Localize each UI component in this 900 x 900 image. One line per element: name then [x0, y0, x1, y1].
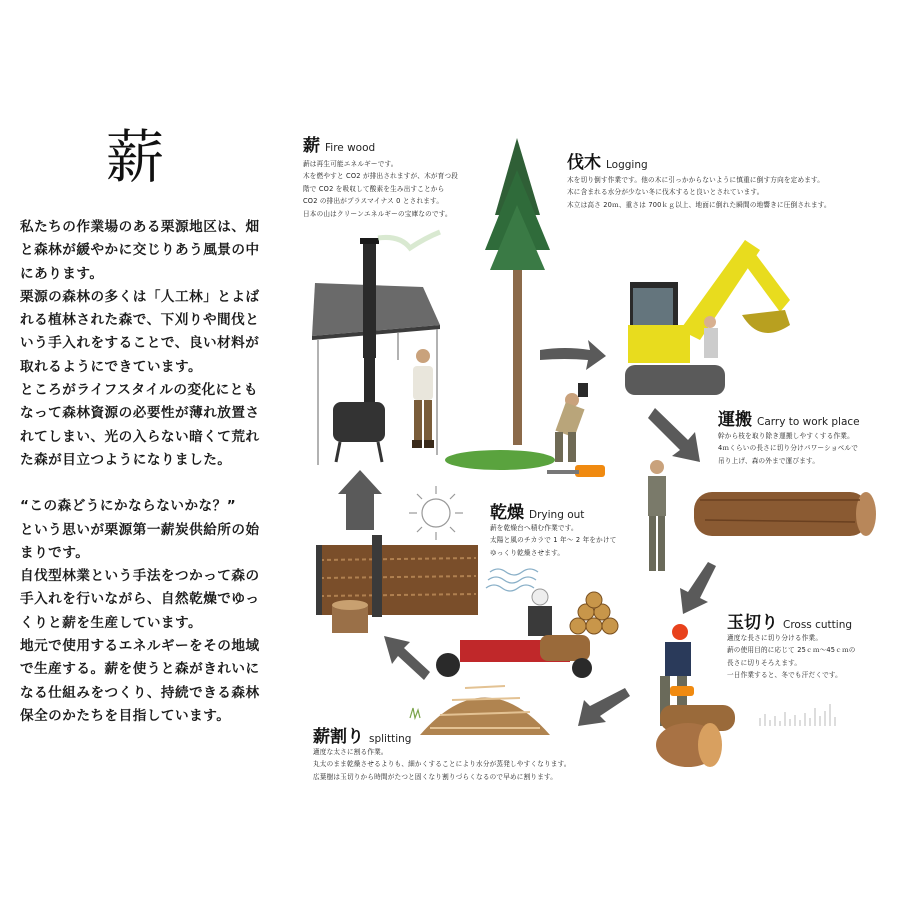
section-body-splitting — [313, 746, 571, 783]
section-line: CO2 の排出がプラスマイナス 0 とされます。 — [303, 197, 444, 206]
intro-line: にあります。 — [20, 265, 104, 282]
intro-line: 私たちの作業場のある栗源地区は、畑 — [20, 219, 260, 235]
section-line: 木立は高さ 20ｍ、重さは 700ｋｇ以上、地面に倒れた瞬間の地響きに圧倒されます。 — [567, 200, 831, 209]
sound-wave-decoration — [760, 704, 835, 726]
section-en-title: Cross cutting — [783, 619, 853, 631]
section-body-logging — [567, 174, 831, 211]
page-title: 薪 — [106, 123, 165, 191]
section-line: 一日作業すると、冬でも汗だくです。 — [727, 671, 842, 680]
section-line: 広葉樹は玉切りから時間がたつと固くなり割りづらくなるので早めに割ります。 — [313, 772, 558, 781]
section-jp-title: 乾燥 — [490, 503, 524, 523]
intro-line: 地元で使用するエネルギーをその地域 — [20, 638, 260, 655]
intro-line: 栗源の森林の多くは「人工林」とよば — [20, 288, 260, 305]
intro-line: なる仕組みをつくり、持続できる森林 — [20, 684, 260, 701]
intro-line: た森が目立つようになりました。 — [20, 451, 232, 468]
section-line: 適度な太さに割る作業。 — [313, 748, 388, 756]
section-line: 木を切り倒す作業です。他の木に引っかからないように慎重に倒す方向を定めます。 — [567, 176, 825, 184]
tall-tree-illustration — [445, 138, 555, 470]
cross-cutting-illustration — [656, 624, 735, 767]
section-line: ゆっくり乾燥させます。 — [490, 548, 565, 557]
excavator-illustration — [625, 240, 790, 395]
section-line: 木を燃やすと CO2 が排出されますが、木が育つ段 — [303, 172, 459, 181]
section-en-title: Carry to work place — [757, 416, 860, 428]
section-title-drying — [490, 498, 584, 523]
section-body-firewood — [303, 158, 458, 220]
intro-line: なって森林資源の必要性が薄れ放置さ — [20, 405, 260, 422]
arrow-firewood-to-logging — [540, 340, 606, 370]
section-jp-title: 薪割り — [313, 727, 364, 747]
section-line: 薪の使用目的に応じて 25ｃｍ〜45ｃｍの — [727, 646, 856, 655]
intro-line: “この森どうにかならないかな？” — [20, 498, 237, 515]
section-title-cross-cutting — [727, 608, 852, 633]
section-jp-title: 伐木 — [567, 153, 601, 173]
section-body-carry — [718, 430, 858, 467]
section-line: 太陽と風のチカラで 1 年〜 2 年をかけて — [490, 536, 617, 545]
section-line: 木に含まれる水分が少ない冬に伐木すると良いとされています。 — [567, 188, 764, 197]
section-en-title: splitting — [369, 733, 412, 745]
section-line: 丸太のまま乾燥させるよりも、細かくすることにより水分が蒸発しやすくなります。 — [313, 760, 571, 769]
section-title-carry — [718, 405, 860, 430]
section-title-logging — [567, 148, 648, 173]
arrow-crosscut-to-splitting — [578, 688, 630, 726]
intro-line: 手入れを行いながら、自然乾燥でゆっ — [20, 591, 260, 608]
section-en-title: Logging — [606, 159, 648, 171]
section-body-cross-cutting — [727, 632, 856, 682]
intro-line: と森林が緩やかに交じりあう風景の中 — [20, 242, 260, 259]
section-jp-title: 薪 — [303, 136, 320, 156]
intro-line: れてしまい、光の入らない暗くて荒れ — [20, 428, 260, 445]
intro-line: という思いが栗源第一薪炭供給所の始 — [20, 521, 260, 538]
logger-illustration — [547, 383, 605, 477]
section-line: 薪を乾燥台へ積む作業です。 — [490, 524, 578, 532]
section-jp-title: 玉切り — [727, 613, 778, 633]
grass-decoration — [410, 708, 420, 718]
drying-rack-illustration — [316, 535, 478, 633]
intro-line: 保全のかたちを目指しています。 — [20, 707, 231, 724]
section-title-firewood — [303, 131, 375, 156]
section-body-drying — [490, 522, 617, 559]
section-line: 適度な長さに切り分ける作業。 — [727, 634, 823, 642]
intro-line: まりです。 — [20, 544, 90, 561]
section-line: 4ｍくらいの長さに切り分けパワーショベルで — [718, 444, 859, 453]
section-line: 長さに切りそろえます。 — [727, 658, 802, 667]
intro-line: くりと薪を生産しています。 — [20, 614, 203, 631]
sun-icon — [409, 486, 463, 540]
intro-line: れる植林された森で、下刈りや間伐と — [20, 312, 260, 329]
section-title-splitting — [313, 722, 411, 747]
arrow-logging-to-carry — [648, 408, 700, 462]
intro-line: 自伐型林業という手法をつかって森の — [20, 568, 260, 585]
section-line: 日本の山はクリーンエネルギーの宝庫なのです。 — [303, 209, 452, 218]
section-en-title: Drying out — [529, 509, 585, 521]
wind-icon — [486, 569, 538, 591]
firewood-pile-illustration — [420, 686, 550, 735]
arrow-splitting-to-drying — [384, 636, 430, 680]
section-line: 吊り上げ、森の外まで運びます。 — [718, 456, 820, 465]
log-carry-illustration — [648, 460, 876, 571]
intro-line: で生産する。薪を使うと森がきれいに — [20, 661, 260, 678]
section-jp-title: 運搬 — [718, 410, 752, 430]
person-firewood-illustration — [412, 349, 434, 448]
intro-line: いう手入れをすることで、良い材料が — [20, 335, 260, 352]
intro-line: ところがライフスタイルの変化にとも — [20, 382, 258, 399]
section-en-title: Fire wood — [325, 142, 376, 154]
arrow-drying-to-firewood — [338, 470, 382, 530]
section-line: 薪は再生可能エネルギーです。 — [303, 160, 398, 168]
section-line: 階で CO2 を吸収して酸素を生み出すことから — [303, 184, 445, 193]
arrow-carry-to-crosscut — [680, 562, 716, 614]
intro-line: 取れるようにできています。 — [20, 358, 203, 375]
section-line: 幹から枝を取り除き運搬しやすくする作業。 — [718, 432, 854, 440]
